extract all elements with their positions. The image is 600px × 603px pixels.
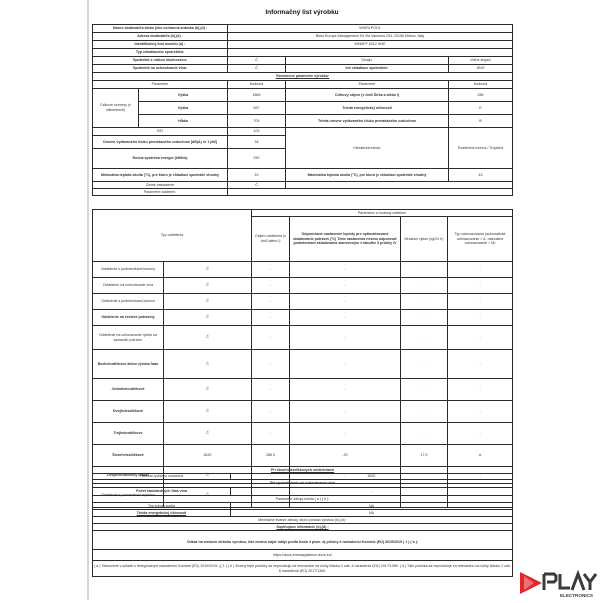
table-row [93, 278, 513, 294]
row-freeze: - [401, 423, 448, 445]
row-defrost: - [448, 326, 513, 350]
four-star-section-label: Pri štvorhviezdičkových oddeleniach [93, 467, 513, 474]
energy-class-label: Trieda energetickej účinnosti [286, 102, 449, 115]
row-freeze: - [401, 294, 448, 310]
eei-value: 100 [228, 128, 286, 136]
dim-width-label: Výška [139, 102, 228, 115]
energy-class-value: E [449, 102, 513, 115]
table-row [93, 262, 513, 278]
compartments-section-blank [228, 189, 513, 196]
total-volume-value: 286 [449, 89, 513, 102]
annual-energy-label: Ročná spotreba energie (kWh/a) [93, 149, 228, 169]
winter-setting-value: Č [228, 182, 286, 189]
header-value: Hodnota [228, 81, 286, 89]
min-temp-value: 10 [228, 169, 286, 182]
row-name: Oddelenie s premenlivou teplotou [93, 484, 164, 508]
climate-class-value: Rozšírená mierna / Tropická [449, 128, 513, 169]
row-volume: - [252, 350, 290, 379]
row-defrost: - [448, 310, 513, 326]
table-row [93, 350, 513, 379]
low-noise-value: Č [228, 57, 286, 65]
dim-width-value: 597 [228, 102, 286, 115]
header-parameter: Parameter [93, 81, 228, 89]
other-appliance-value: ÁNO [449, 65, 513, 73]
row-present: Č [164, 262, 252, 278]
play-electronics-logo [520, 570, 598, 598]
row-name: Oddelenie s podmienkami pivnice [93, 294, 164, 310]
row-temp: - [290, 379, 401, 401]
row-volume: - [252, 278, 290, 294]
row-present: Č [164, 379, 252, 401]
table-row [93, 423, 513, 445]
light-class-label: Trieda energetickej účinnosti [93, 510, 231, 517]
row-present: Č [164, 294, 252, 310]
wine-section-label: Pri spotrebičoch na uchovávanie vína [93, 480, 513, 488]
low-noise-label: Spotrebič s nízkou hlučnosťou: [93, 57, 228, 65]
row-defrost: - [448, 262, 513, 278]
row-temp: - [290, 326, 401, 350]
row-freeze: - [401, 401, 448, 423]
max-temp-label: Maximálna teplota okolia (°C), pre ktorú je chladiaci spotrebič vhodný [286, 169, 449, 182]
col-defrost-header: Typ odmrazovania (automatické odmrazovanie = A, manuálne odmrazovanie = M) [448, 217, 513, 262]
light-type-label: Typ zdroja svetla [93, 503, 231, 510]
row-volume: 286,0 [252, 445, 290, 467]
row-volume: - [252, 294, 290, 310]
row-name: Oddelenie na uchovávanie rýchlo sa kaziacich potravín [93, 326, 164, 350]
row-temp: - [290, 262, 401, 278]
row-defrost: - [448, 401, 513, 423]
row-name: Dvojhviezdičkové [93, 401, 164, 423]
dim-height-label: Výška [139, 89, 228, 102]
group-header: Parametre a hodnoty oddelení [252, 210, 513, 217]
header-parameter-2: Parameter [286, 81, 449, 89]
row-freeze: - [401, 379, 448, 401]
design-label: Dizajn: [286, 57, 449, 65]
row-volume: - [252, 484, 290, 508]
col-volume-header: Objem oddelenia (v dm3 alebo l) [252, 217, 290, 262]
table-row [93, 379, 513, 401]
noise-level-label: Úroveň vydávaného hluku prenášaného vzduchom [dB(A) re 1 pW] [93, 136, 228, 149]
row-present: ÁNO [164, 445, 252, 467]
climate-class-label: Klimatická trieda: [286, 128, 449, 169]
row-present: Č [164, 278, 252, 294]
wine-appliance-label: Spotrebič na uchovávanie vína: [93, 65, 228, 73]
model-id-label: Identifikačný kód modelu (d) : [93, 41, 228, 49]
table-row [93, 326, 513, 350]
appliance-type-value [228, 49, 513, 57]
row-name: Dvojhviezdičkový oddiel [93, 467, 164, 484]
table-row [93, 294, 513, 310]
design-value: Voľne stojaci [449, 57, 513, 65]
row-freeze: - [401, 467, 448, 484]
row-temp: - [290, 401, 401, 423]
footnote: ( a ) Stanovené v súlade s delegovaným nariadením Komisie (EÚ) 2019/2015. (( 1 ) ( b ) Zmeny tejto položky sa nepovažujú za relevantné na účely článku 4 ods. 4 nariadenia (EÚ) 2017/1369. ( d ) Táto položka sa nepovažuje za relevantnú na účely článku 2 ods. 6 nariadenia (EÚ) 2017/1369. [93, 561, 513, 577]
row-present: Č [164, 423, 252, 445]
general-section-label: Všeobecné parametre výrobku: [93, 73, 513, 81]
row-freeze: - [401, 310, 448, 326]
play-logo-icon [520, 570, 598, 598]
fast-freeze-label: Funkcia rýchleho mrazenia [93, 474, 231, 480]
manufacturer-link-label: Odkaz na webovú stránku výrobcu, kde možno nájsť údaje podľa bodu 4 písm. a) prílohy k nariadeniu Komisie (EÚ) 2019/2019 ( 1 ) ( b ): [93, 537, 513, 550]
wine-bottles-label: Počet štandardných fliaš vína [93, 488, 231, 496]
row-volume: - [252, 262, 290, 278]
row-name: Oddelenie na uchovávanie vína [93, 278, 164, 294]
row-freeze: 17,0 [401, 445, 448, 467]
row-present: Č [164, 310, 252, 326]
row-present: Č [164, 467, 252, 484]
supplier-address-value: Beko Europe Management Srl Via Varesina 204, 20156 Milano, Italy [228, 33, 513, 41]
wine-appliance-value: Č [228, 65, 286, 73]
header-value-2: Hodnota [449, 81, 513, 89]
row-present: Č [164, 350, 252, 379]
row-volume: - [252, 401, 290, 423]
row-defrost: - [448, 467, 513, 484]
supplier-address-label: Adresa dodávateľa (b),(d) : [93, 33, 228, 41]
compartments-table [92, 209, 513, 508]
row-present: Č [164, 401, 252, 423]
model-id-value: WHMFF 6312 W4E [228, 41, 513, 49]
row-temp: - [290, 484, 401, 508]
row-defrost: - [448, 294, 513, 310]
light-class-value: NA [231, 510, 513, 517]
row-freeze: - [401, 262, 448, 278]
row-temp: -20 [290, 445, 401, 467]
row-name: Oddelenie na čerstvé potraviny [93, 310, 164, 326]
additional-info-label: Doplňujúce informácie (b),(d) : [93, 524, 513, 531]
row-freeze: - [401, 326, 448, 350]
col-freeze-header: Mraziaci výkon (kg/24 h) [401, 217, 448, 262]
row-temp: - [290, 294, 401, 310]
max-temp-value: 43 [449, 169, 513, 182]
supplier-name-label: Názov dodávateľa alebo jeho ochranná známka (b),(d) : [93, 25, 228, 33]
light-type-value: NA [231, 503, 513, 510]
general-info-table [92, 24, 513, 196]
appliance-type-label: Typ chladiaceho spotrebiča: [93, 49, 228, 57]
row-defrost: - [448, 484, 513, 508]
table-row [93, 445, 513, 467]
manufacturer-link[interactable]: https://docs.emeaappliance-docs.eu/ [93, 550, 513, 561]
row-temp: - [290, 310, 401, 326]
row-temp: - [290, 423, 401, 445]
row-name: Oddelenie s podmienkami komory [93, 262, 164, 278]
row-freeze: - [401, 484, 448, 508]
row-name: Štvorhviezdičkové [93, 445, 164, 467]
annual-energy-value: 250 [228, 149, 286, 169]
total-volume-label: Celkový objem (v dm3 Širka a alebo l) [286, 89, 449, 102]
row-defrost: - [448, 278, 513, 294]
table-row [93, 310, 513, 326]
dim-depth-value: 709 [228, 115, 286, 128]
logo-subtitle: ELECTRONICS [560, 593, 593, 598]
row-present: Č [164, 484, 252, 508]
row-name: Trojhviezdičkové [93, 423, 164, 445]
row-present: Č [164, 326, 252, 350]
row-freeze: - [401, 278, 448, 294]
light-section-label: Parametre zdroja svetla ( a ) ( b ): [93, 496, 513, 503]
other-appliance-label: Iné chladiace spotrebiče: [286, 65, 449, 73]
wine-bottles-value: - [231, 488, 513, 496]
row-temp: - [290, 467, 401, 484]
fast-freeze-value: ÁNO [231, 474, 513, 480]
row-volume: - [252, 467, 290, 484]
col-temp-header: Odporúčané nastavenie teploty pre optimalizované skladovanie potravín (°C) Tieto nastavenia nesmú odporovať podmienkam skladovania stanoveným v tabuľke 3 prílohy IV [290, 217, 401, 262]
type-header: Typ oddelenia [93, 210, 252, 262]
row-temp: - [290, 278, 401, 294]
row-defrost: - [448, 379, 513, 401]
row-freeze: - [401, 350, 448, 379]
noise-level-value: 34 [228, 136, 286, 149]
dim-depth-label: Hĺbka [139, 115, 228, 128]
row-volume: - [252, 310, 290, 326]
row-volume: - [252, 326, 290, 350]
min-temp-label: Minimálna teplota okolia (°C), pre ktorú je chladiaci spotrebič vhodný [93, 169, 228, 182]
page-edge [87, 0, 89, 600]
noise-class-label: Trieda úrovne vydávaného hluku prenášaného vzduchom [286, 115, 449, 128]
eei-label: EEI [93, 128, 228, 136]
row-volume: - [252, 379, 290, 401]
table-row [93, 401, 513, 423]
compartments-section-label: Parametre oddelení: [93, 189, 228, 196]
row-defrost: - [448, 350, 513, 379]
row-defrost: - [448, 423, 513, 445]
row-volume: - [252, 423, 290, 445]
additional-info-table [92, 466, 513, 577]
row-name: Jednohviezdičkové [93, 379, 164, 401]
row-defrost: A [448, 445, 513, 467]
row-name: Bezhviezdičkové alebo výroba ľadu [93, 350, 164, 379]
winter-setting-label: Zimné nastavenie [93, 182, 228, 189]
row-temp: - [290, 350, 401, 379]
noise-class-value: B [449, 115, 513, 128]
supplier-name-value: WHIRLPOOL [228, 25, 513, 33]
warranty-label: Minimálne trvanie záruky, ktorú ponúka výrobca (b),(d) : [93, 517, 513, 524]
page-title: Informačný list výrobku [265, 9, 339, 16]
dimensions-label: Celkové rozmery (v milimetroch) [93, 89, 139, 128]
dim-height-value: 1865 [228, 89, 286, 102]
winter-setting-blank [286, 182, 513, 189]
